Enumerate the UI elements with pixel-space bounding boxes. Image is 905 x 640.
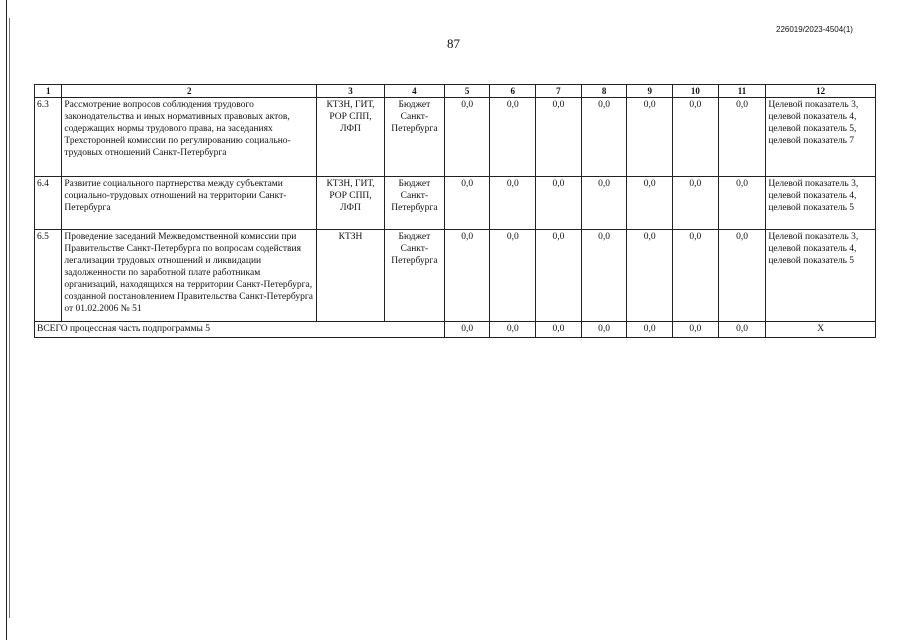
value-cell: 0,0 — [536, 98, 582, 177]
value-cell: 0,0 — [673, 98, 719, 177]
document-id: 226019/2023-4504(1) — [776, 25, 853, 34]
funding-source: Бюджет Санкт-Петербурга — [384, 177, 444, 230]
value-cell: 0,0 — [490, 230, 536, 322]
header-cell: 2 — [62, 85, 317, 98]
value-cell: 0,0 — [627, 177, 673, 230]
table-row — [35, 230, 876, 322]
row-number: 6.5 — [35, 230, 62, 322]
total-value-cell: 0,0 — [673, 322, 719, 338]
row-number: 6.3 — [35, 98, 62, 177]
header-cell: 9 — [627, 85, 673, 98]
header-cell: 6 — [490, 85, 536, 98]
total-value-cell: 0,0 — [581, 322, 627, 338]
table-row — [35, 177, 876, 230]
page-edge-line — [6, 0, 7, 640]
table-row — [35, 98, 876, 177]
total-value-cell: 0,0 — [627, 322, 673, 338]
header-cell: 10 — [673, 85, 719, 98]
total-value-cell: 0,0 — [490, 322, 536, 338]
activity-description: Проведение заседаний Межведомственной комиссии при Правительстве Санкт-Петербурга по вопросам содействия легализации трудовых отношений и ликвидации задолженности по заработной плате работникам организаций, находящихся на территории Санкт-Петербурга, созданной постановлением Правительства Санкт-Петербурга от 01.02.2006 № 51 — [62, 230, 317, 322]
value-cell: 0,0 — [718, 230, 766, 322]
total-label: ВСЕГО процессная часть подпрограммы 5 — [35, 322, 445, 338]
value-cell: 0,0 — [444, 177, 490, 230]
executors: КТЗН, ГИТ, РОР СПП, ЛФП — [317, 177, 385, 230]
program-table — [34, 84, 876, 338]
header-cell: 12 — [766, 85, 876, 98]
value-cell: 0,0 — [718, 98, 766, 177]
activity-description: Рассмотрение вопросов соблюдения трудового законодательства и иных нормативных правовых актов, содержащих нормы трудового права, на заседаниях Трехсторонней комиссии по регулированию социально-трудовых отношений Санкт-Петербурга — [62, 98, 317, 177]
executors: КТЗН — [317, 230, 385, 322]
page-number: 87 — [447, 36, 460, 51]
header-cell: 7 — [536, 85, 582, 98]
value-cell: 0,0 — [627, 230, 673, 322]
total-value-cell: 0,0 — [536, 322, 582, 338]
value-cell: 0,0 — [673, 230, 719, 322]
value-cell: 0,0 — [718, 177, 766, 230]
header-cell: 8 — [581, 85, 627, 98]
total-value-cell: 0,0 — [444, 322, 490, 338]
value-cell: 0,0 — [490, 177, 536, 230]
executors: КТЗН, ГИТ, РОР СПП, ЛФП — [317, 98, 385, 177]
header-cell: 3 — [317, 85, 385, 98]
value-cell: 0,0 — [581, 177, 627, 230]
total-indicator: Х — [766, 322, 876, 338]
value-cell: 0,0 — [444, 98, 490, 177]
activity-description: Развитие социального партнерства между субъектами социально-трудовых отношений на территории Санкт-Петербурга — [62, 177, 317, 230]
funding-source: Бюджет Санкт-Петербурга — [384, 230, 444, 322]
funding-source: Бюджет Санкт-Петербурга — [384, 98, 444, 177]
value-cell: 0,0 — [444, 230, 490, 322]
table-total-row — [35, 322, 876, 338]
header-cell: 4 — [384, 85, 444, 98]
header-cell: 1 — [35, 85, 62, 98]
page-edge-line-inner — [9, 18, 10, 618]
target-indicators: Целевой показатель 3, целевой показатель 4, целевой показатель 5 — [766, 230, 876, 322]
value-cell: 0,0 — [536, 230, 582, 322]
value-cell: 0,0 — [581, 98, 627, 177]
header-cell: 11 — [718, 85, 766, 98]
value-cell: 0,0 — [627, 98, 673, 177]
value-cell: 0,0 — [673, 177, 719, 230]
value-cell: 0,0 — [490, 98, 536, 177]
row-number: 6.4 — [35, 177, 62, 230]
total-value-cell: 0,0 — [718, 322, 766, 338]
target-indicators: Целевой показатель 3, целевой показатель 4, целевой показатель 5 — [766, 177, 876, 230]
value-cell: 0,0 — [536, 177, 582, 230]
value-cell: 0,0 — [581, 230, 627, 322]
header-cell: 5 — [444, 85, 490, 98]
target-indicators: Целевой показатель 3, целевой показатель 4, целевой показатель 5, целевой показатель 7 — [766, 98, 876, 177]
table-header-row — [35, 85, 876, 98]
